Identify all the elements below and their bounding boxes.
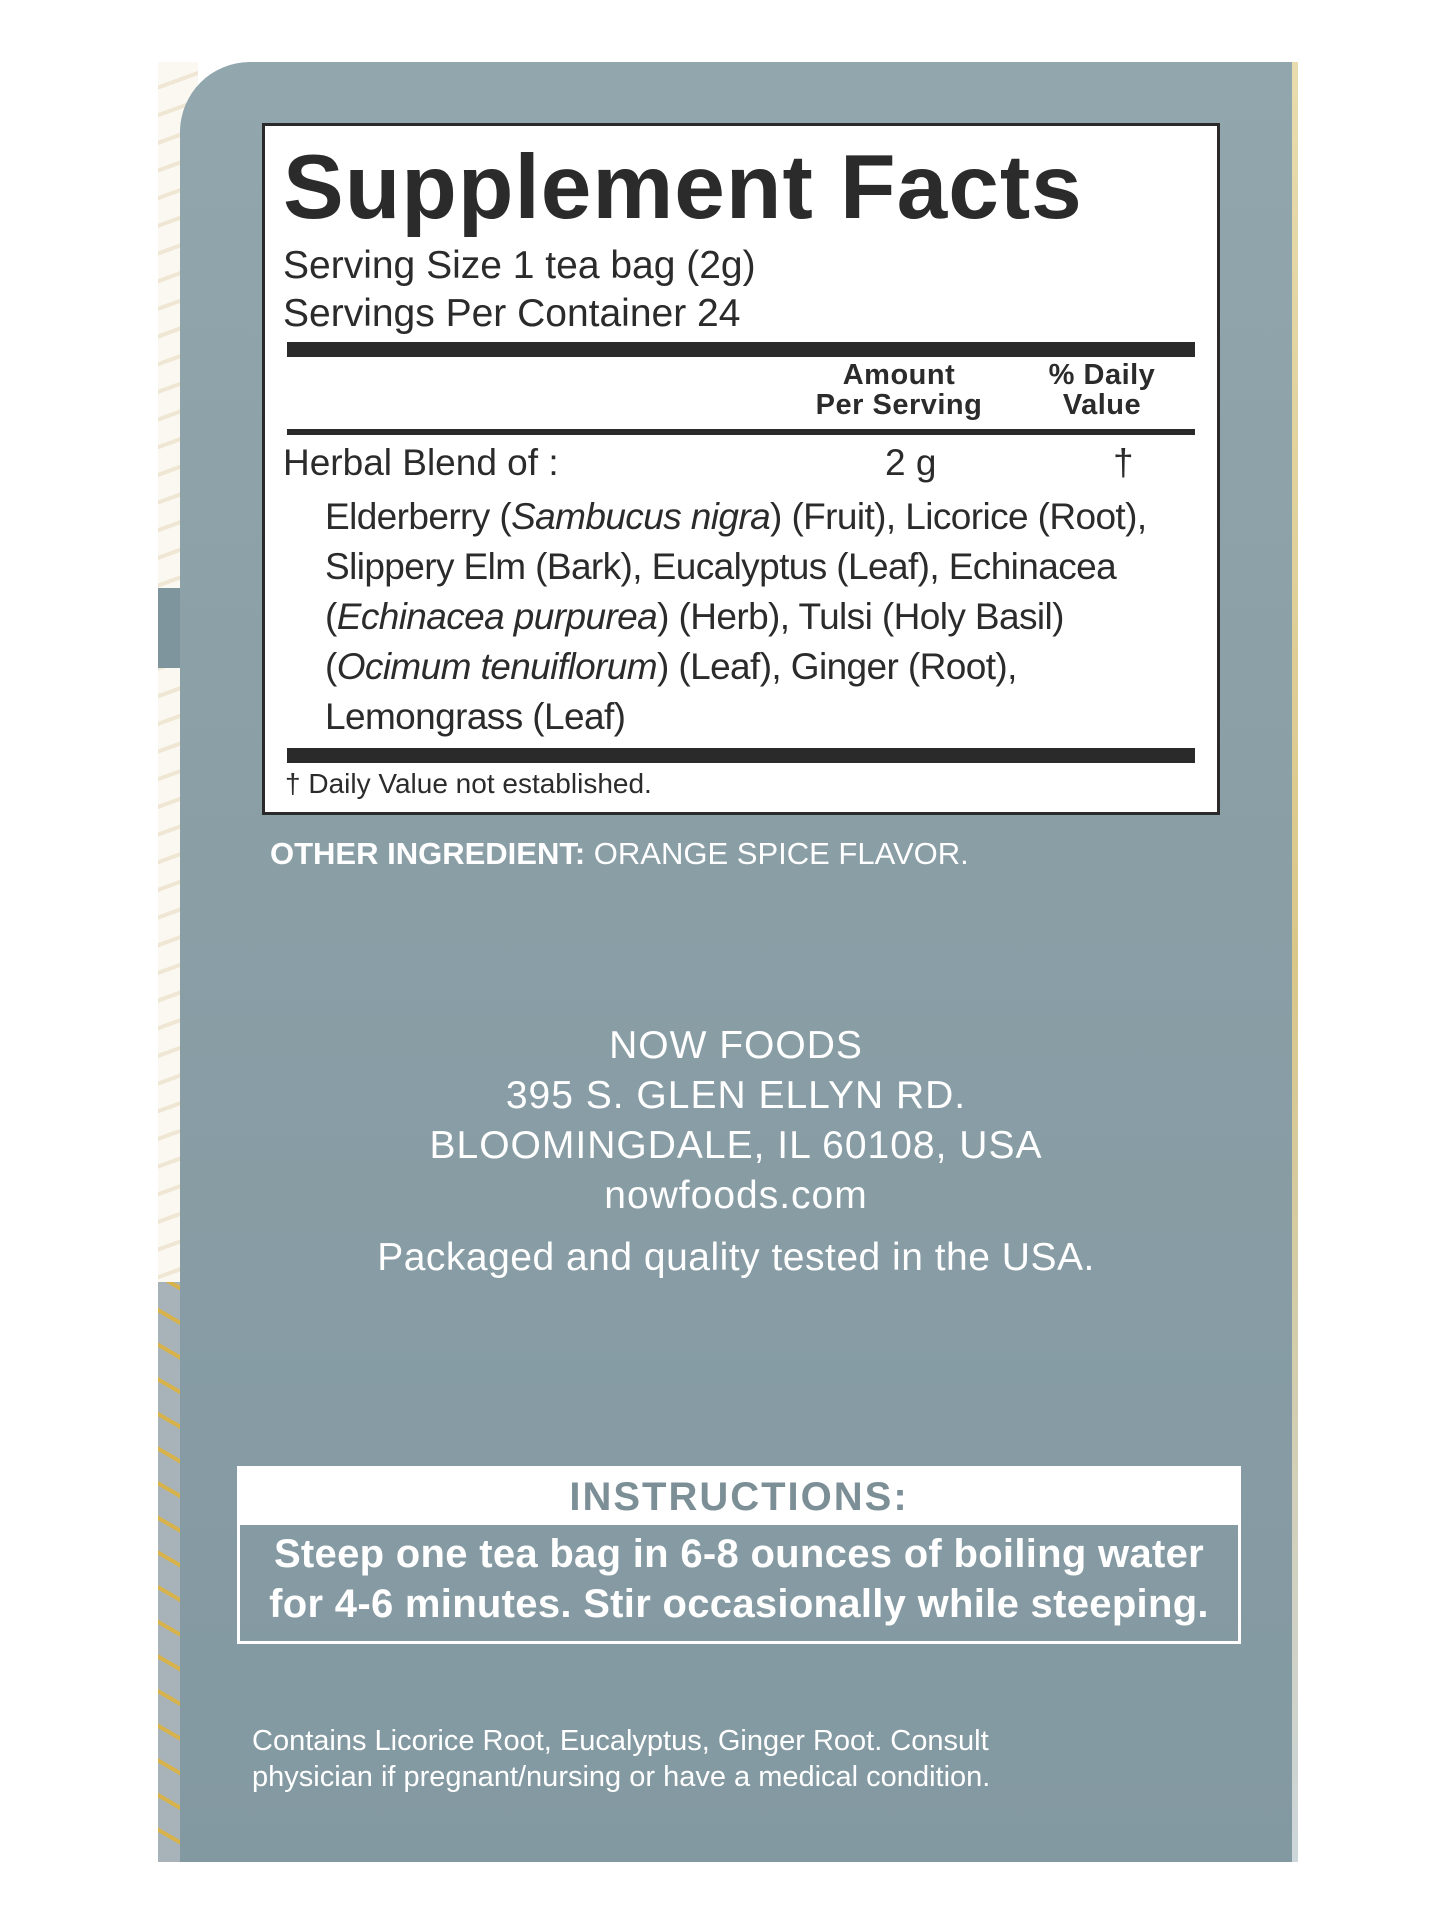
thick-rule-top [287,342,1195,357]
warning-line-1: Contains Licorice Root, Eucalyptus, Ginger Root. Consult [252,1725,989,1757]
city-state-zip: BLOOMINGDALE, IL 60108, USA [429,1124,1043,1167]
ingredient-line-3: (Echinacea purpurea) (Herb), Tulsi (Holy Basil) [325,596,1064,637]
herbal-blend-daily-value: † [1113,442,1134,483]
ingredient-line-1: Elderberry (Sambucus nigra) (Fruit), Licorice (Root), [325,496,1147,537]
other-ingredient [270,836,969,872]
medium-rule [287,429,1195,435]
instructions-header: INSTRUCTIONS: [240,1469,1238,1525]
herbal-blend-amount: 2 g [885,442,937,483]
instructions-text [240,1529,1238,1629]
daily-value-footnote: † Daily Value not established. [285,768,652,799]
daily-value-header [1002,360,1202,420]
amount-header-line-1: Amount [842,359,956,391]
thick-rule-bottom [287,748,1195,763]
dv-header-line-1: % Daily [1048,359,1156,391]
herbal-blend-label: Herbal Blend of : [283,442,559,483]
serving-size: Serving Size 1 tea bag (2g) [283,244,756,287]
ingredient-list [325,492,1205,742]
packaged-tagline: Packaged and quality tested in the USA. [377,1236,1095,1279]
facts-title: Supplement Facts [283,137,1083,238]
company-name: NOW FOODS [609,1024,863,1067]
dv-header-line-2: Value [1062,389,1142,421]
servings-per-container: Servings Per Container 24 [283,292,741,335]
instructions-line-2: for 4-6 minutes. Stir occasionally while steeping. [269,1582,1209,1626]
warning-line-2: physician if pregnant/nursing or have a medical condition. [252,1761,991,1793]
street-address: 395 S. GLEN ELLYN RD. [505,1074,967,1117]
other-ingredient-value: ORANGE SPICE FLAVOR. [585,836,969,871]
warning-text [252,1723,1252,1795]
amount-header-line-2: Per Serving [815,389,983,421]
ingredient-line-5: Lemongrass (Leaf) [325,696,626,737]
website: nowfoods.com [604,1174,868,1217]
other-ingredient-label: OTHER INGREDIENT: [270,836,586,871]
amount-per-serving-header [779,360,1019,420]
ingredient-line-2: Slippery Elm (Bark), Eucalyptus (Leaf), Echinacea [325,546,1117,587]
ingredient-line-4: (Ocimum tenuiflorum) (Leaf), Ginger (Root), [325,646,1017,687]
instructions-box [237,1466,1241,1644]
instructions-line-1: Steep one tea bag in 6-8 ounces of boiling water [273,1532,1205,1576]
supplement-facts-panel [262,123,1220,815]
